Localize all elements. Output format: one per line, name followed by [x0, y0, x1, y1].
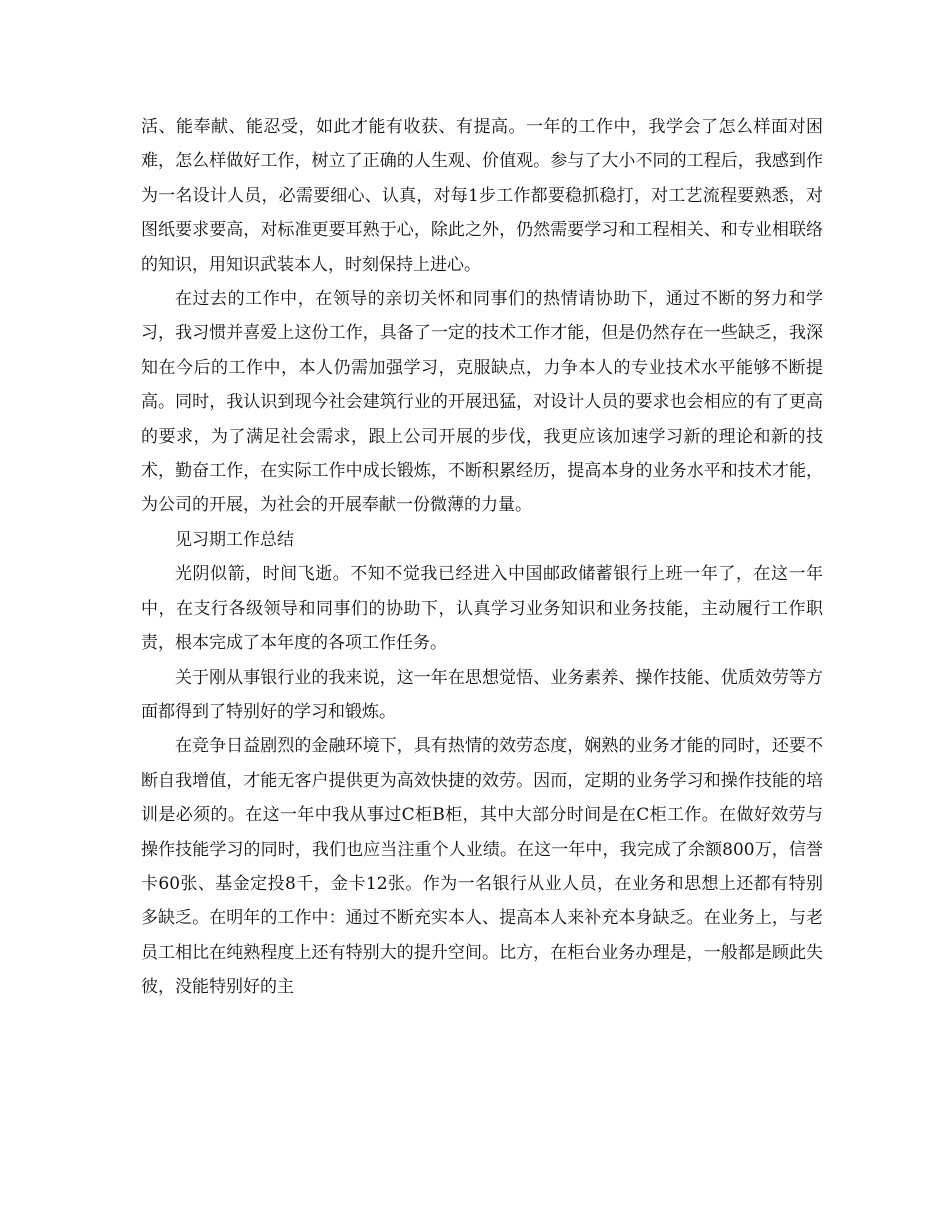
- paragraph-2: 在过去的工作中，在领导的亲切关怀和同事们的热情请协助下，通过不断的努力和学习，我习惯并喜爱上这份工作，具备了一定的技术工作才能，但是仍然存在一些缺乏，我深知在今后的工作中，本人仍需加强学习，克服缺点，力争本人的专业技术水平能够不断提高。同时，我认识到现今社会建筑行业的开展迅猛，对设计人员的要求也会相应的有了更高的要求，为了满足社会需求，跟上公司开展的步伐，我更应该加速学习新的理论和新的技术，勤奋工作，在实际工作中成长锻炼，不断积累经历，提高本身的业务水平和技术才能，为公司的开展，为社会的开展奉献一份微薄的力量。: [141, 289, 823, 516]
- paragraph-5: 在竞争日益剧烈的金融环境下，具有热情的效劳态度，娴熟的业务才能的同时，还要不断自我增值，才能无客户提供更为高效快捷的效劳。因而，定期的业务学习和操作技能的培训是必须的。在这一年中我从事过C柜B柜，其中大部分时间是在C柜工作。在做好效劳与操作技能学习的同时，我们也应当注重个人业绩。在这一年中，我完成了余额800万，信誉卡60张、基金定投8千，金卡12张。作为一名银行从业人员，在业务和思想上还都有特别多缺乏。在明年的工作中：通过不断充实本人、提高本人来补充本身缺乏。在业务上，与老员工相比在纯熟程度上还有特别大的提升空间。比方，在柜台业务办理是，一般都是顾此失彼，没能特别好的主: [141, 736, 823, 998]
- paragraph-3: 光阴似箭，时间飞逝。不知不觉我已经进入中国邮政储蓄银行上班一年了，在这一年中，在支行各级领导和同事们的协助下，认真学习业务知识和业务技能，主动履行工作职责，根本完成了本年度的各项工作任务。: [141, 564, 823, 654]
- document-body: [141, 110, 823, 1005]
- paragraph-4: 关于刚从事银行业的我来说，这一年在思想觉悟、业务素养、操作技能、优质效劳等方面都得到了特别好的学习和锻炼。: [141, 667, 823, 722]
- paragraph-1: 活、能奉献、能忍受，如此才能有收获、有提高。一年的工作中，我学会了怎么样面对困难，怎么样做好工作，树立了正确的人生观、价值观。参与了大小不同的工程后，我感到作为一名设计人员，必需要细心、认真，对每1步工作都要稳抓稳打，对工艺流程要熟悉，对图纸要求要高，对标准更要耳熟于心，除此之外，仍然需要学习和工程相关、和专业相联络的知识，用知识武装本人，时刻保持上进心。: [141, 117, 823, 275]
- section-title: 见习期工作总结: [175, 529, 294, 550]
